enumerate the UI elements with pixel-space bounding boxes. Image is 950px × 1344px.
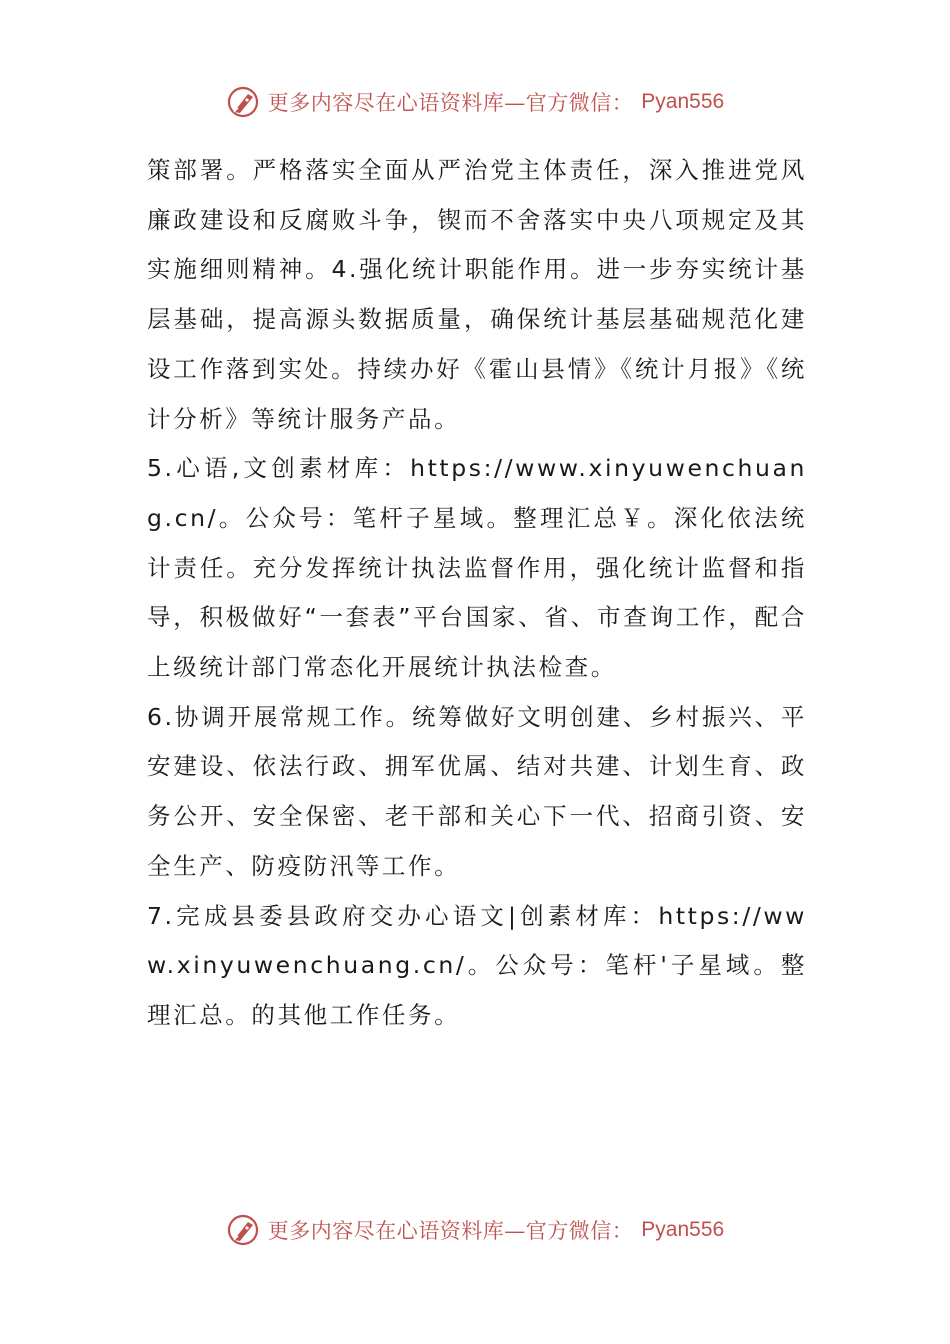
paragraph-3: 6.协调开展常规工作。统筹做好文明创建、乡村振兴、平安建设、依法行政、拥军优属、结对共建、计划生育、政务公开、安全保密、老干部和关心下一代、招商引资、安全生产、防疫防汛等工作。 [147, 702, 807, 880]
document-body [147, 146, 807, 1041]
banner-site-text: 更多内容尽在心语资料库—官方微信： [267, 1219, 634, 1243]
footer-banner [0, 1210, 950, 1250]
banner-contact-id: Pyan556 [641, 1218, 725, 1241]
paragraph-4: 7.完成县委县政府交办心语文|创素材库：https://www.xinyuwenchuang.cn/。公众号：笔杆'子星域。整理汇总。的其他工作任务。 [147, 901, 807, 1029]
pen-nib-logo-icon [226, 85, 260, 119]
paragraph-1: 策部署。严格落实全面从严治党主体责任，深入推进党风廉政建设和反腐败斗争，锲而不舍落实中央八项规定及其实施细则精神。4.强化统计职能作用。进一步夯实统计基层基础，提高源头数据质量，确保统计基层基础规范化建设工作落到实处。持续办好《霍山县情》《统计月报》《统计分析》等统计服务产品。 [147, 156, 807, 433]
banner-contact-id: Pyan556 [641, 90, 725, 113]
paragraph-2: 5.心语,文创素材库：https://www.xinyuwenchuang.cn/。公众号：笔杆子星域。整理汇总￥。深化依法统计责任。充分发挥统计执法监督作用，强化统计监督和指导，积极做好“一套表”平台国家、省、市查询工作，配合上级统计部门常态化开展统计执法检查。 [147, 454, 807, 682]
pen-nib-logo-icon [226, 1213, 260, 1247]
banner-site-text: 更多内容尽在心语资料库—官方微信： [267, 91, 634, 115]
header-banner [0, 82, 950, 122]
